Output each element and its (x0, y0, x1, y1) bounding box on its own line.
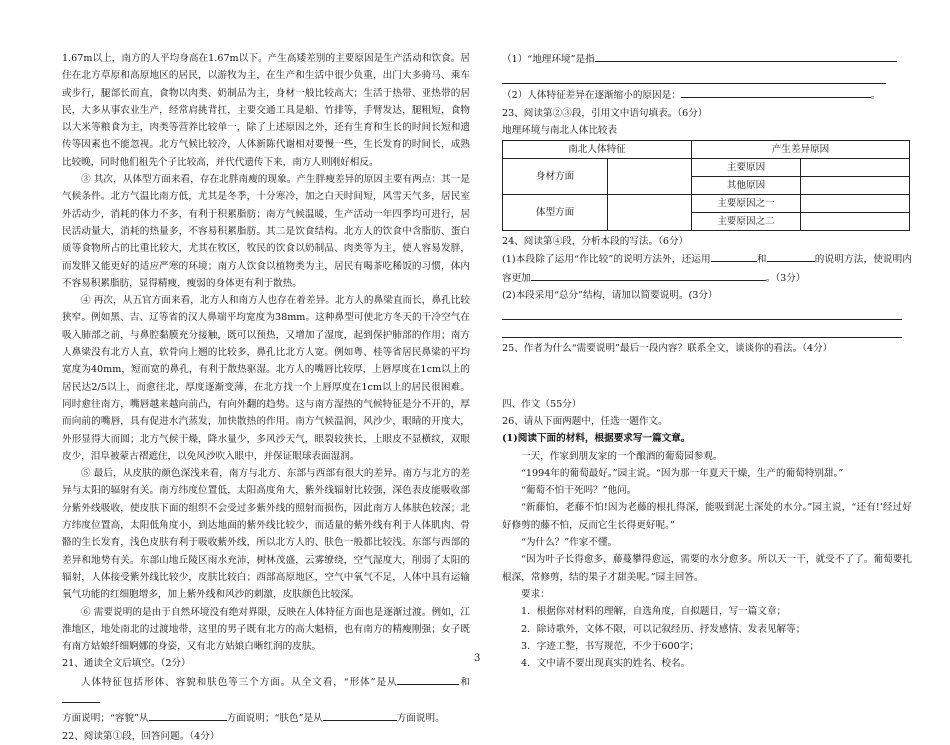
paragraph-6: ⑥ 需要说明的是由于自然环境没有绝对界限，反映在人体特征方面也是逐渐过渡。例如，江淮地区，地处南北的过渡地带，这里的男子既有北方的高大魁梧，也有南方的精瘦刚强；女子既有南方姑娘纤细婀娜的身姿，又有北方姑娘白晰红润的皮肤。 (62, 606, 470, 653)
q24-2-answer-line[interactable] (502, 304, 902, 320)
q24-1-blank-1[interactable] (711, 250, 757, 262)
table-cell-body-type: 体型方面 (503, 195, 608, 231)
q21-text-d: 方面说明。 (396, 713, 445, 725)
q24-1-text-c: 的说明方法，使说明内容更加 (502, 254, 912, 284)
question-22-title: 22、阅读第①段，回答问题。（4分） (62, 730, 220, 742)
q24-1-blank-2[interactable] (767, 250, 815, 262)
q24-1-text-a: (1)本段除了运用“作比较”的说明方法外，还运用 (502, 254, 711, 266)
page-number: 3 (474, 653, 481, 664)
q22-2-blank[interactable] (681, 86, 871, 98)
question-25: 25、作者为什么“需要说明”最后一段内容？联系全文，谈谈你的看法。（4分） (502, 343, 833, 355)
question-22-1 (502, 50, 912, 68)
story-line: “因为叶子长得愈多，藤蔓攀得愈远，需要的水分愈多。所以天一干，就受不了了。葡萄要扎根深，常修剪，结的果子才甜美呢。”园主回答。 (502, 554, 912, 583)
table-caption: 地理环境与南北人体比较表 (502, 124, 618, 136)
table-row (503, 159, 910, 177)
table-cell-main-reason-1: 主要原因之一 (692, 195, 801, 213)
q24-1-and: 和 (756, 254, 767, 266)
table-cell-main-reason-2: 主要原因之二 (692, 213, 801, 231)
q25-answer-space[interactable] (502, 358, 912, 396)
table-cell-main-reason: 主要原因 (692, 159, 801, 177)
table-header-features: 南北人体特征 (503, 141, 692, 159)
question-22-2: （2）人体特征差异在逐渐缩小的原因是： 。 (502, 86, 912, 104)
q21-text-c: 方面说明；“肤色”是从 (226, 713, 323, 725)
table-answer-cell[interactable] (801, 195, 910, 213)
requirement-item: 1．根据你对材料的理解，自选角度，自拟题目，写一篇文章； (521, 606, 787, 618)
table-answer-cell[interactable] (801, 177, 910, 195)
q21-and: 和 (459, 676, 470, 688)
left-column (62, 50, 470, 745)
paragraph-3: ③ 其次，从体型方面来看，存在北胖南瘦的现象。产生胖瘦差异的原因主要有两点：其一是气候条件。北方气温比南方低，尤其是冬季，十分寒冷，加之白天时间短，风雪天气多，居民室外活动少，消耗的体力不多，有利于积累脂肪；南方气候温暖，生产活动一年四季均可进行，居民活动量大，消耗的热量多，不容易积累脂肪。其二是饮食结构。北方人的饮食中含脂肪、蛋白质等食物所占的比重比较大，尤其在牧区，牧民的饮食以奶制品、肉类等为主，使人容易发胖，而发胖又能更好的适应严寒的环境；南方人饮食以植物类为主，居民有喝茶吃稀饭的习惯，体内不容易积累脂肪，显得精瘦，瘦弱的身体更有利于散热。 (62, 174, 470, 289)
paragraph-1-continued: 1.67m以上，南方的人平均身高在1.67m以下。产生高矮差别的主要原因是生产活动和饮食。居住在北方草原和高原地区的居民，以游牧为主，在生产和生活中很少负重，出门大多骑马、乘车或步行，腿部长而直，食物以肉类、奶制品为主，身材一般比较高大；生活于热带、亚热带的居民，大多从事农业生产，经常肩挑背扛，主要交通工具是船、竹排等，手臂发达，腿粗短，食物以大米等粮食为主，肉类等营养比较单一，除了上述原因之外，还有生育和生长的时间长短和遗传等因素也不能忽视。北方气候比较冷，人体新陈代谢相对要慢一些，生长发育的时间长，成熟比较晚，同时他们租先个子比较高，并代代遗传下来，南方人则刚好相反。 (62, 53, 470, 168)
story-line: “为什么？”作家不懂。 (521, 537, 618, 549)
q21-text-a: 人体特征包括形体、容貌和肤色等三个方面。从全文看，“形体”是从 (81, 676, 398, 688)
table-header-reasons: 产生差异原因 (692, 141, 910, 159)
question-24-2: (2)本段采用“总分”结构，请加以简要说明。(3分） (502, 290, 718, 302)
story-line: “1994年的葡萄最好。”园主说。“因为那一年夏天干燥，生产的葡萄特别甜。” (521, 467, 844, 479)
story-line: “新藤怕，老藤不怕!因为老藤的根扎得深，能吸到泥土深处的水分。”园主说，“还有!’经过好好修剪的藤不怕，反而它生长得更好呢。” (502, 502, 912, 531)
story-line: 一天，作家到朋友家的一个酿酒的葡萄园参观。 (521, 450, 723, 462)
q24-1-blank-3[interactable] (531, 269, 766, 281)
table-header-row (503, 141, 910, 159)
table-answer-cell[interactable] (608, 159, 692, 195)
q21-blank-2[interactable] (62, 691, 100, 703)
question-24-1 (502, 250, 912, 287)
q24-2-answer-line[interactable] (502, 322, 902, 338)
q21-blank-1[interactable] (397, 673, 459, 685)
question-21-title: 21、通读全文后填空。（2分） (62, 658, 191, 670)
table-cell-stature: 身材方面 (503, 159, 608, 195)
q22-1-blank[interactable] (595, 50, 897, 62)
table-row (503, 195, 910, 213)
question-26: 26、请从下面两题中，任选一题作文。 (502, 415, 668, 427)
q22-1-answer-line[interactable] (502, 68, 886, 84)
table-answer-cell[interactable] (801, 213, 910, 231)
q22-2-text: （2）人体特征差异在逐渐缩小的原因是： (502, 90, 681, 102)
table-answer-cell[interactable] (608, 195, 692, 231)
question-21-body (62, 673, 470, 728)
question-24-title: 24、阅读第④段，分析本段的写法。（6分） (502, 236, 689, 248)
requirement-item: 3．字迹工整，书写规范，不少于600字； (521, 640, 699, 652)
table-answer-cell[interactable] (801, 159, 910, 177)
q21-blank-3[interactable] (149, 709, 227, 721)
paragraph-5: ⑤ 最后，从皮肤的颜色深浅来看，南方与北方、东部与西部有很大的差异。南方与北方的差异与太阳的辐射有关。南方纬度位置低，太阳高度角大，紫外线辐射比较强，深色表皮能吸收部分紫外线吸收，使皮肤下面的组织不会受过多紫外线的照射而损伤，因此南方人体肤色较深；北方纬度位置高，太阳低角度小，到达地面的紫外线比较少，而适量的紫外线有利于人体肌肉、骨骼的生长发育，浅色皮肤有利于吸收紫外线，所以北方人的、肤色一般都比较浅。东部与西部的差异和地势有关。东部山地丘陵区雨水充沛，树林茂盛，云雾缭绕，空气湿度大，削弱了太阳的辐射，人体接受紫外线比较少，皮肤比较白；西部高原地区，空气中氧气不足，人体中具有运输氧气功能的红细胞增多，加上紫外线和风沙的刺激，皮肤颜色比较深。 (62, 468, 470, 601)
q22-1-text: （1）“地理环境”是指 (502, 54, 595, 65)
story-line: “葡萄不怕干死吗？”他问。 (521, 485, 637, 497)
paragraph-4: ④ 再次，从五官方面来看，北方人和南方人也存在着差异。北方人的鼻梁直而长，鼻孔比较狭窄。例如黑、吉、辽等省的汉人鼻端平均宽度为38mm。这种鼻型可使北方冬天的干冷空气在吸入肺部之前，与鼻腔黏膜充分接触，既可以预热，又增加了湿度，起到保护肺部的作用；南方人鼻梁没有北方人直，软骨向上翘的比较多，鼻孔比北方人宽。例如粤、桂等省居民鼻梁的平均宽度为40mm，短而宽的鼻孔，有利于散热驱湿。北方人的嘴唇比较厚，上唇厚度在1cm以上的居民达2/5以上，而愈往北，厚度逐渐变薄，在北方找一个上唇厚度在1cm以上的居民很困难。同时愈往南方，嘴唇越来越向前凸，有向外翻的趋势。这与南方湿热的气候特征是分不开的，厚而向前的嘴唇，具有促进水汽蒸发，加快散热的作用。南方气候温润，风沙少，眼睛的开度大，外形显得大而圆；北方气候干燥，降水量少，多风沙天气，眼裂较狭长，上眼皮不显横纹，双眼皮少，泪阜被蒙古褶遮住，以免风沙吹入眼中，并保证眼球表面湿润。 (62, 295, 470, 462)
requirement-item: 4．文中请不要出现真实的姓名、校名。 (521, 658, 691, 670)
q21-blank-4[interactable] (323, 709, 397, 721)
q21-text-b: 方面说明；“容貌”从 (62, 713, 149, 725)
q24-1-text-d: 。（3分） (765, 272, 806, 284)
requirement-item: 2．除诗歌外，文体不限，可以记叙经历、抒发感情、发表见解等； (521, 623, 806, 635)
comparison-table (502, 140, 910, 231)
table-cell-other-reason: 其他原因 (692, 177, 801, 195)
right-column (502, 50, 912, 672)
question-23-title: 23、阅读第②③段，引用文中语句填表。（6分） (502, 107, 708, 119)
section-four-title: 四、作文（55分） (502, 398, 582, 410)
question-26-option-1: (1)阅读下面的材料，根据要求写一篇文章。 (502, 433, 691, 445)
requirements-title: 要求： (521, 588, 550, 600)
